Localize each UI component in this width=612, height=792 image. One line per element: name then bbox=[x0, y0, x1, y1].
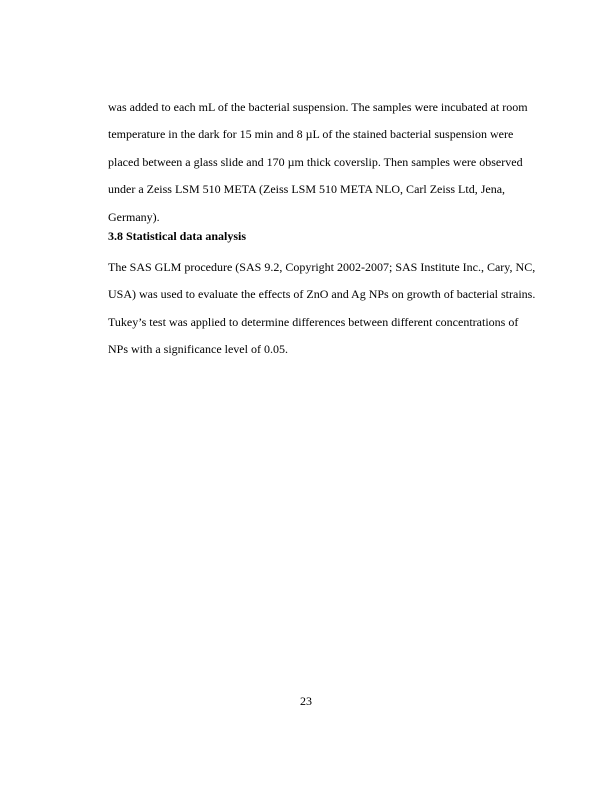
section-heading: 3.8 Statistical data analysis bbox=[108, 229, 247, 243]
text-line: under a Zeiss LSM 510 META (Zeiss LSM 510 META NLO, Carl Zeiss Ltd, Jena, bbox=[108, 182, 506, 196]
text-line: was added to each mL of the bacterial suspension. The samples were incubated at room bbox=[108, 100, 528, 114]
page-number: 23 bbox=[300, 694, 312, 708]
text-line: Germany). bbox=[108, 210, 160, 224]
text-line: temperature in the dark for 15 min and 8 µL of the stained bacterial suspension were bbox=[108, 127, 514, 141]
text-line: NPs with a significance level of 0.05. bbox=[108, 342, 288, 356]
text-line: placed between a glass slide and 170 µm thick coverslip. Then samples were observed bbox=[108, 155, 523, 169]
text-line: The SAS GLM procedure (SAS 9.2, Copyright 2002-2007; SAS Institute Inc., Cary, NC, bbox=[108, 260, 536, 274]
text-line: USA) was used to evaluate the effects of ZnO and Ag NPs on growth of bacterial strains. bbox=[108, 287, 536, 301]
text-line: Tukey’s test was applied to determine differences between different concentrations of bbox=[108, 315, 519, 329]
